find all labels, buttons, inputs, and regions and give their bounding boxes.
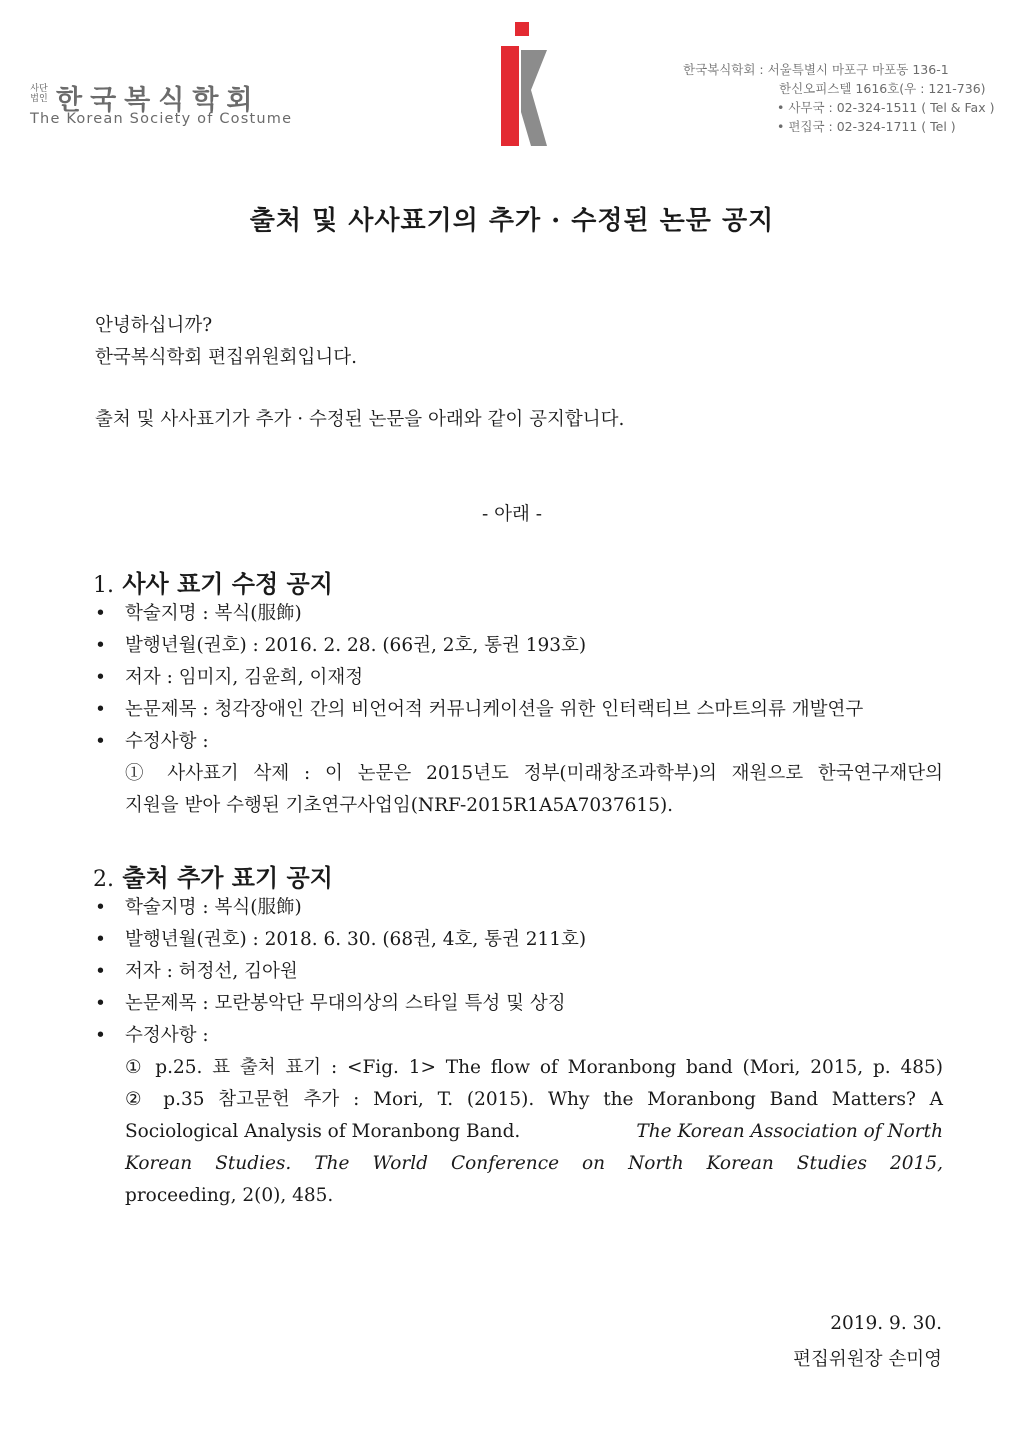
society-logo-icon xyxy=(497,20,551,150)
correction-line: 지원을 받아 수행된 기초연구사업임(NRF-2015R1A5A7037615). xyxy=(125,795,674,816)
list-item: • 저자 : 임미지, 김윤희, 이재정 xyxy=(95,667,364,688)
address-line: 한신오피스텔 1616호(우 : 121-736) xyxy=(779,81,986,96)
society-name-korean: 한국복식학회 xyxy=(56,85,261,116)
contact-info xyxy=(683,60,994,136)
office-phone: • 사무국 : 02-324-1511 ( Tel & Fax ) xyxy=(777,100,995,115)
list-item: • 저자 : 허정선, 김아원 xyxy=(95,961,298,982)
notice-title: 출처 및 사사표기의 추가 · 수정된 논문 공지 xyxy=(249,206,775,236)
greeting-line: 안녕하십니까? xyxy=(95,315,213,336)
list-item: • 발행년월(권호) : 2016. 2. 28. (66권, 2호, 통권 193호) xyxy=(95,635,587,656)
section2-list xyxy=(95,892,945,1052)
signer-name: 편집위원장 손미영 xyxy=(793,1349,942,1370)
section-number: 2. xyxy=(93,867,114,892)
address-line: 한국복식학회 : 서울특별시 마포구 마포동 136-1 xyxy=(683,62,949,77)
reference-text: proceeding, 2(0), 485. xyxy=(125,1185,334,1206)
editorial-phone: • 편집국 : 02-324-1711 ( Tel ) xyxy=(777,119,956,134)
reference-text: Sociological Analysis of Moranbong Band. xyxy=(125,1121,521,1142)
list-item: • 학술지명 : 복식(服飾) xyxy=(95,897,302,918)
list-item: • 수정사항 : xyxy=(95,1025,209,1046)
section-heading xyxy=(93,858,333,893)
section2-corrections xyxy=(125,1052,943,1212)
section1-correction xyxy=(125,758,943,822)
reference-journal: The Korean Association of North xyxy=(636,1121,943,1142)
correction-line: ① 사사표기 삭제 : 이 논문은 2015년도 정부(미래창조과학부)의 재원으로 한국연구재단의 xyxy=(125,763,943,784)
list-item: • 수정사항 : xyxy=(95,731,209,752)
correction-line: ② p.35 참고문헌 추가 : Mori, T. (2015). Why the Moranbong Band Matters? A xyxy=(125,1089,943,1110)
section-title: 사사 표기 수정 공지 xyxy=(122,569,333,598)
correction-line: ① p.25. 표 출처 표기 : <Fig. 1> The flow of Moranbong band (Mori, 2015, p. 485) xyxy=(125,1057,943,1078)
below-mark: - 아래 - xyxy=(481,504,542,525)
list-item: • 논문제목 : 청각장애인 간의 비언어적 커뮤니케이션을 위한 인터랙티브 스마트의류 개발연구 xyxy=(95,699,864,720)
list-item: • 논문제목 : 모란봉악단 무대의상의 스타일 특성 및 상징 xyxy=(95,993,566,1014)
list-item: • 발행년월(권호) : 2018. 6. 30. (68권, 4호, 통권 211호) xyxy=(95,929,587,950)
reference-conference: Korean Studies. The World Conference on North Korean Studies 2015, xyxy=(125,1153,943,1174)
society-name-english: The Korean Society of Costume xyxy=(30,111,293,127)
incorporated-badge: 사단법인 xyxy=(30,84,48,104)
reference-line xyxy=(125,1116,943,1148)
section1-list xyxy=(95,598,945,758)
section-number: 1. xyxy=(93,573,114,598)
section-title: 출처 추가 표기 공지 xyxy=(122,863,333,892)
list-item: • 학술지명 : 복식(服飾) xyxy=(95,603,302,624)
notice-intro: 출처 및 사사표기가 추가 · 수정된 논문을 아래와 같이 공지합니다. xyxy=(95,409,625,430)
greeting-line: 한국복식학회 편집위원회입니다. xyxy=(95,347,357,368)
section-heading xyxy=(93,564,333,599)
notice-date: 2019. 9. 30. xyxy=(830,1313,942,1334)
